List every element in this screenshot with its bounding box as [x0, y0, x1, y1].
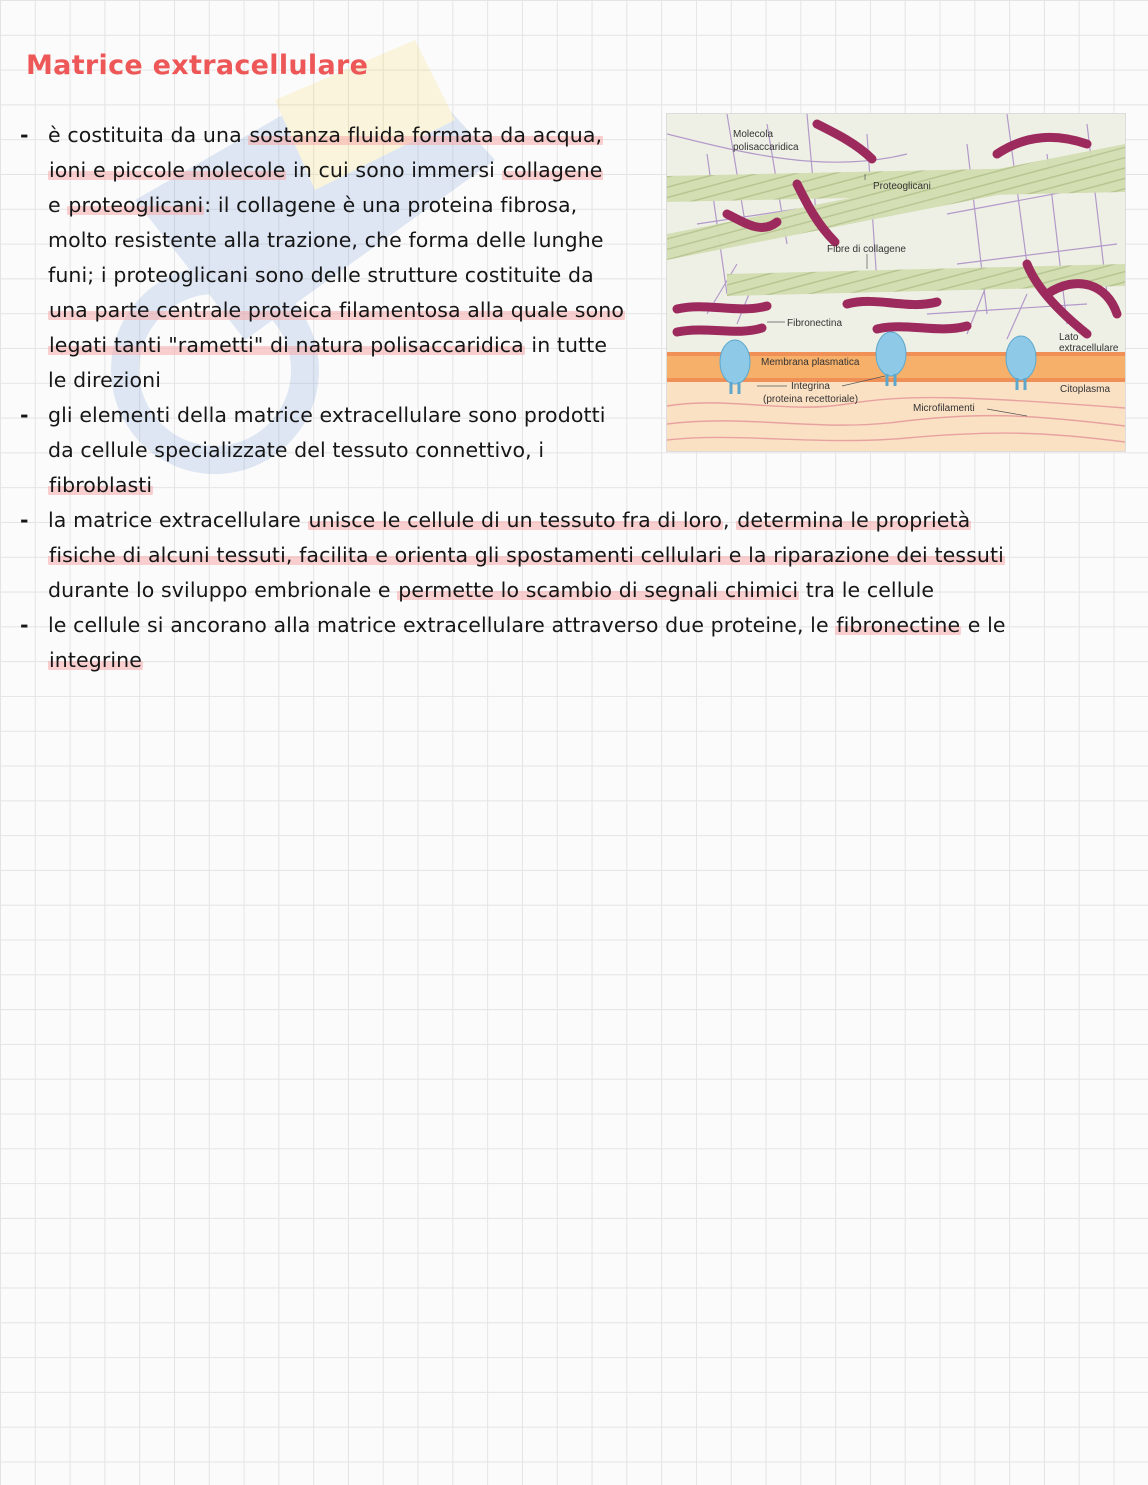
- text-segment: le cellule si ancorano alla matrice extracellulare attraverso due proteine, le: [48, 613, 836, 637]
- page-title: Matrice extracellulare: [26, 50, 369, 81]
- highlighted-text: proteoglicani: [68, 193, 204, 217]
- label-membrana: Membrana plasmatica: [761, 357, 860, 368]
- bullet-4-line-2: [48, 647, 143, 673]
- bullet-3-line-2: [48, 542, 1005, 568]
- bullet-1-line-2: [48, 157, 603, 183]
- bullet-1-line-8: [48, 367, 161, 393]
- highlighted-text: ioni e piccole molecole: [49, 158, 286, 182]
- text-segment: funi; i proteoglicani sono delle strutture costituite da: [48, 263, 594, 287]
- text-segment: tra le cellule: [799, 578, 935, 602]
- highlighted-text: integrine: [49, 648, 142, 672]
- label-extracellulare: extracellulare: [1059, 343, 1119, 354]
- label-citoplasma: Citoplasma: [1060, 384, 1111, 395]
- label-microfilamenti: Microfilamenti: [913, 403, 975, 414]
- text-segment: e: [48, 193, 68, 217]
- bullet-1-line-1: [48, 122, 603, 148]
- text-segment: è costituita da una: [48, 123, 249, 147]
- highlighted-text: determina le proprietà: [737, 508, 971, 532]
- highlighted-text: fibroblasti: [49, 473, 153, 497]
- bullet-2-line-1: [48, 402, 606, 428]
- label-lato: Lato: [1059, 332, 1079, 343]
- bullet-1-line-5: [48, 262, 594, 288]
- text-segment: molto resistente alla trazione, che forma delle lunghe: [48, 228, 604, 252]
- highlighted-text: una parte centrale proteica filamentosa alla quale sono: [49, 298, 624, 322]
- bullet-1-line-4: [48, 227, 604, 253]
- label-polisaccaridica: polisaccaridica: [733, 142, 799, 153]
- bullet-dash: -: [20, 403, 29, 427]
- extracellular-matrix-figure: [666, 113, 1126, 452]
- highlighted-text: collagene: [502, 158, 603, 182]
- bullet-1-line-6: [48, 297, 625, 323]
- highlighted-text: permette lo scambio di segnali chimici: [398, 578, 799, 602]
- bullet-3-line-3: [48, 577, 934, 603]
- text-segment: in tutte: [524, 333, 608, 357]
- bullet-1-line-3: [48, 192, 577, 218]
- bullet-2-line-2: [48, 437, 544, 463]
- text-segment: in cui sono immersi: [286, 158, 502, 182]
- bullet-3-line-1: [48, 507, 971, 533]
- bullet-2-line-3: [48, 472, 153, 498]
- bullet-1-line-7: [48, 332, 607, 358]
- label-proteoglicani: Proteoglicani: [873, 181, 931, 192]
- label-fibre-collagene: Fibre di collagene: [827, 244, 906, 255]
- text-segment: le direzioni: [48, 368, 162, 392]
- text-segment: e le: [961, 613, 1006, 637]
- label-integrina: Integrina: [791, 381, 830, 392]
- figure-illustration: [667, 114, 1125, 451]
- text-segment: gli elementi della matrice extracellulare sono prodotti: [48, 403, 606, 427]
- text-segment: : il collagene è una proteina fibrosa,: [204, 193, 578, 217]
- bullet-dash: -: [20, 613, 29, 637]
- highlighted-text: sostanza fluida formata da acqua,: [249, 123, 603, 147]
- text-segment: la matrice extracellulare: [48, 508, 308, 532]
- bullet-dash: -: [20, 508, 29, 532]
- label-proteina-recettoriale: (proteina recettoriale): [763, 394, 859, 405]
- label-molecola: Molecola: [733, 129, 774, 140]
- text-segment: durante lo sviluppo embrionale e: [48, 578, 398, 602]
- bullet-dash: -: [20, 123, 29, 147]
- highlighted-text: fibronectine: [836, 613, 961, 637]
- highlighted-text: unisce le cellule di un tessuto fra di loro: [308, 508, 723, 532]
- label-fibronectina: Fibronectina: [787, 318, 843, 329]
- highlighted-text: legati tanti "rametti" di natura polisaccaridica: [49, 333, 524, 357]
- text-segment: da cellule specializzate del tessuto connettivo, i: [48, 438, 545, 462]
- bullet-4-line-1: [48, 612, 1006, 638]
- highlighted-text: fisiche di alcuni tessuti, facilita e orienta gli spostamenti cellulari e la riparazione dei tessuti: [49, 543, 1004, 567]
- text-segment: ,: [723, 508, 737, 532]
